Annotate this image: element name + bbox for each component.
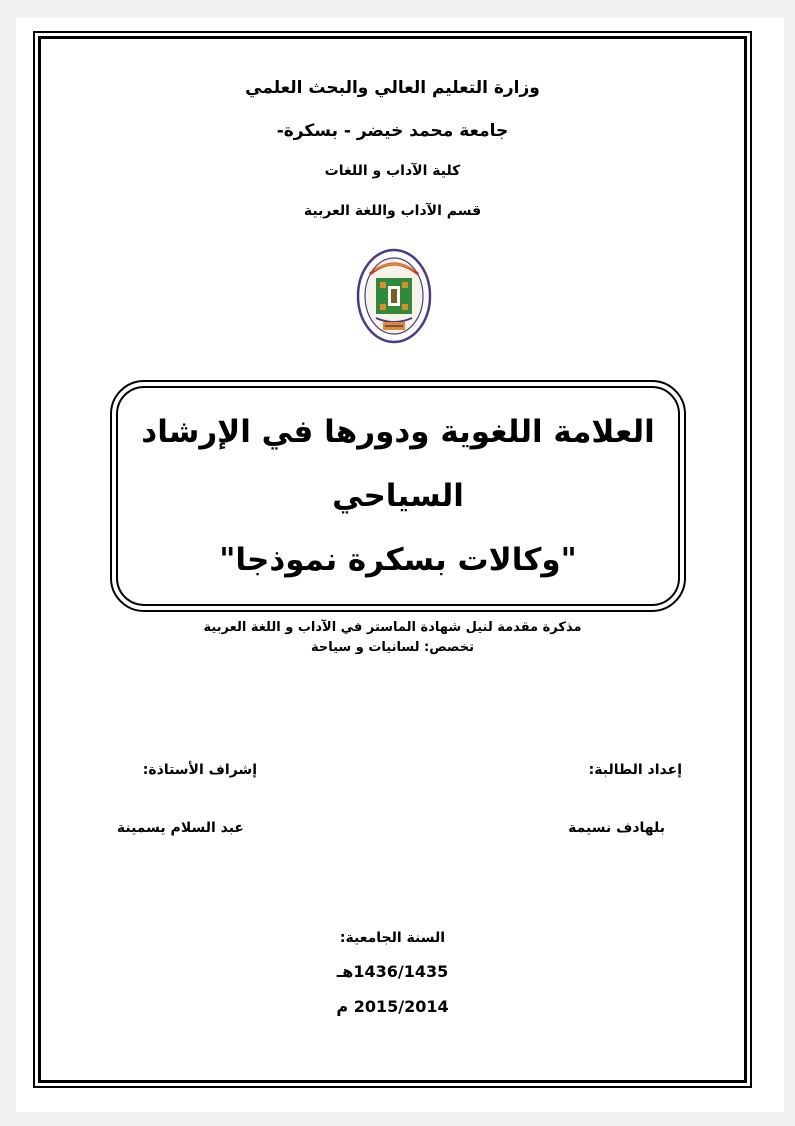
thesis-title-line-2: السياحي [332, 478, 464, 514]
department-name: قسم الآداب واللغة العربية [303, 203, 482, 219]
prepared-by-label: إعداد الطالبة: [588, 762, 682, 778]
academic-year-hijri: 1436/1435هـ [336, 962, 449, 981]
student-name: بلهادف نسيمة [568, 820, 665, 836]
academic-year-gregorian: 2015/2014 م [336, 997, 449, 1016]
ministry-name: وزارة التعليم العالي والبحث العلمي [245, 78, 540, 98]
thesis-title-line-3: "وكالات بسكرة نموذجا" [219, 542, 577, 578]
supervisor-name: عبد السلام يسمينة [116, 820, 244, 836]
university-name: جامعة محمد خيضر - بسكرة- [276, 121, 509, 141]
specialization: تخصص: لسانيات و سياحة [310, 640, 474, 655]
supervised-by-label: إشراف الأستاذة: [142, 762, 257, 778]
thesis-purpose: مذكرة مقدمة لنيل شهادة الماستر في الآداب و اللغة العربية [203, 620, 582, 635]
thesis-title-line-1: العلامة اللغوية ودورها في الإرشاد [141, 414, 655, 450]
academic-year-label: السنة الجامعية: [339, 930, 446, 946]
faculty-name: كلية الآداب و اللغات [324, 163, 461, 179]
university-seal-icon [356, 248, 432, 344]
